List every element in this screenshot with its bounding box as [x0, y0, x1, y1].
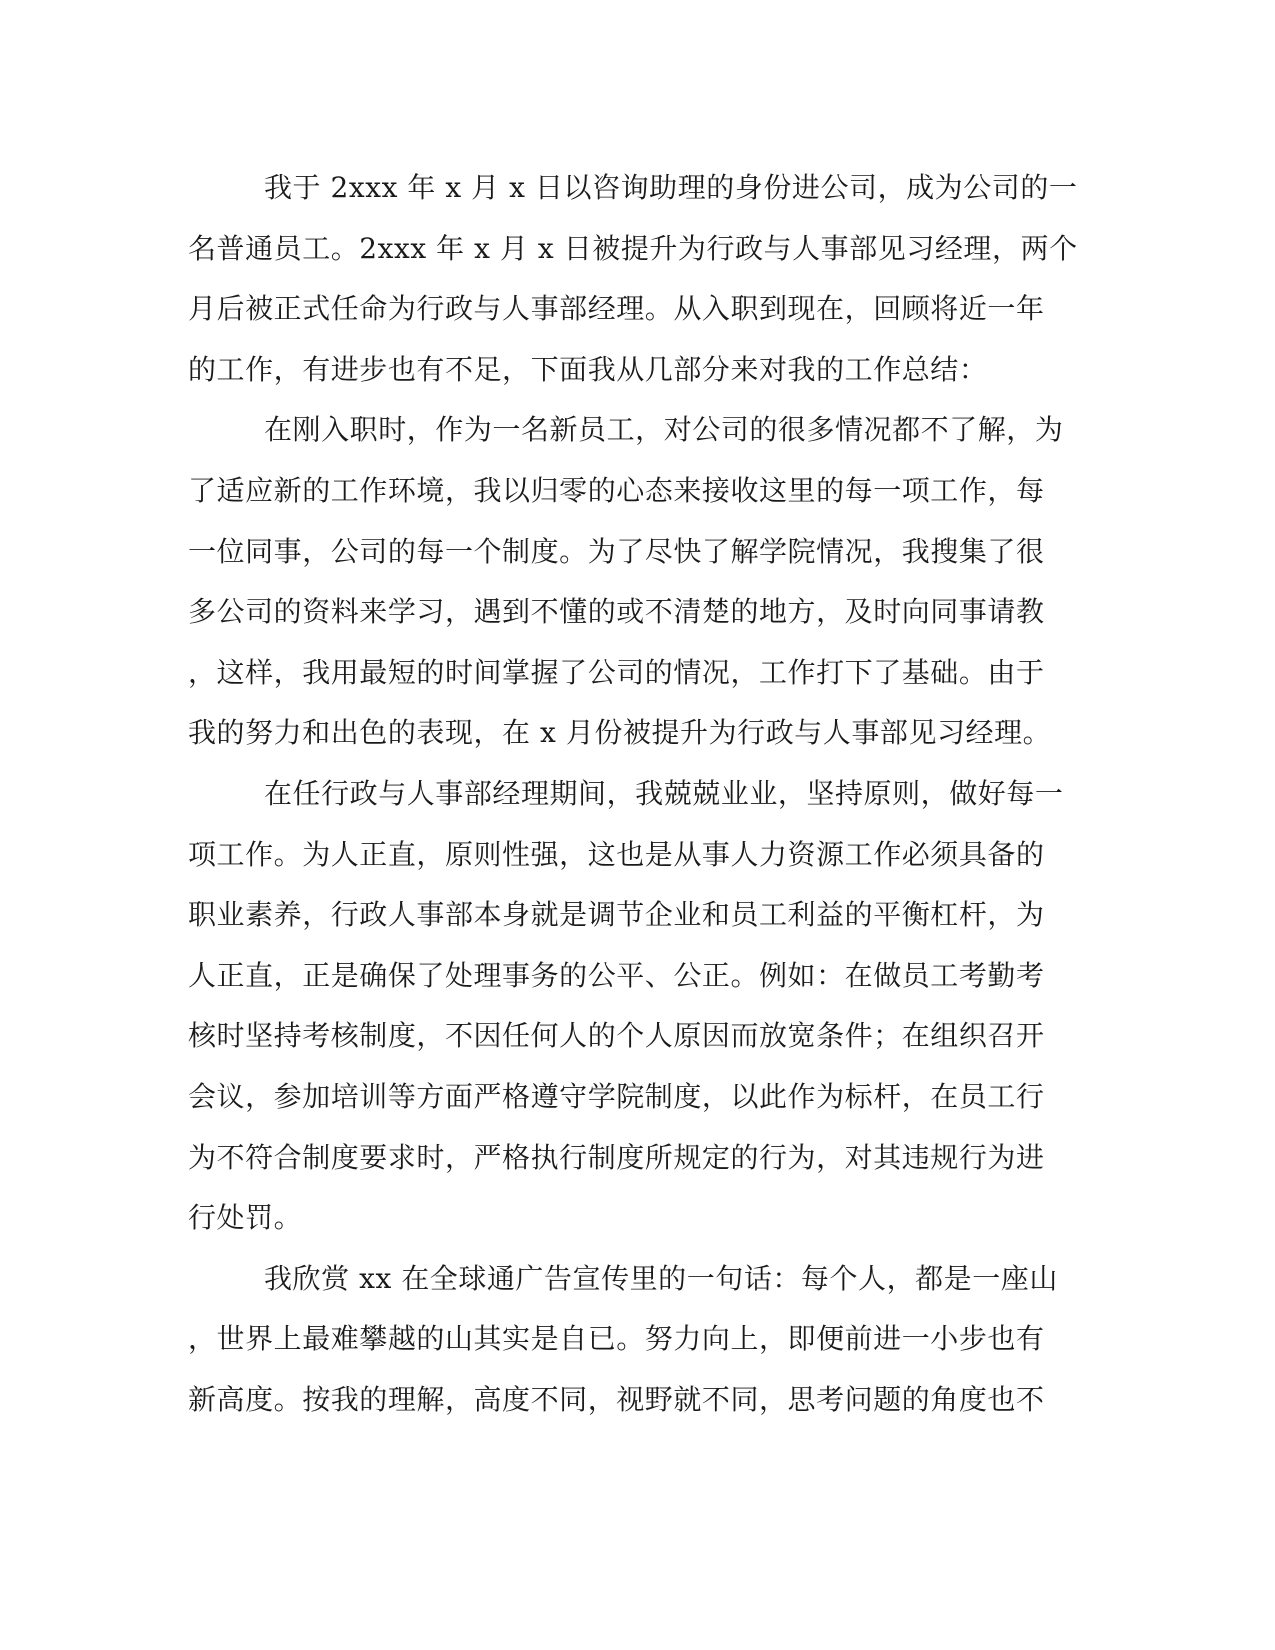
- text-line: 在刚入职时，作为一名新员工，对公司的很多情况都不了解，为: [264, 413, 1064, 447]
- text-line: 核时坚持考核制度，不因任何人的个人原因而放宽条件；在组织召开: [188, 1019, 1045, 1053]
- text-line: 行处罚。: [188, 1201, 303, 1235]
- text-line: 在任行政与人事部经理期间，我兢兢业业，坚持原则，做好每一: [264, 776, 1064, 810]
- text-line: 月后被正式任命为行政与人事部经理。从入职到现在，回顾将近一年: [188, 292, 1045, 326]
- text-line: ，这样，我用最短的时间掌握了公司的情况，工作打下了基础。由于: [188, 655, 1045, 689]
- text-line: 的工作，有进步也有不足，下面我从几部分来对我的工作总结：: [188, 352, 988, 386]
- text-line: 职业素养，行政人事部本身就是调节企业和员工利益的平衡杠杆，为: [188, 898, 1045, 932]
- text-line: 我欣赏 xx 在全球通广告宣传里的一句话：每个人，都是一座山: [264, 1261, 1058, 1295]
- text-line: 项工作。为人正直，原则性强，这也是从事人力资源工作必须具备的: [188, 837, 1045, 871]
- text-line: 新高度。按我的理解，高度不同，视野就不同，思考问题的角度也不: [188, 1382, 1045, 1416]
- text-line: 我的努力和出色的表现，在 x 月份被提升为行政与人事部见习经理。: [188, 716, 1052, 750]
- text-line: 多公司的资料来学习，遇到不懂的或不清楚的地方，及时向同事请教: [188, 595, 1045, 629]
- text-line: 会议，参加培训等方面严格遵守学院制度，以此作为标杆，在员工行: [188, 1079, 1045, 1113]
- text-line: 了适应新的工作环境，我以归零的心态来接收这里的每一项工作，每: [188, 473, 1045, 507]
- document-body: [188, 158, 1078, 1430]
- text-line: 名普通员工。2xxx 年 x 月 x 日被提升为行政与人事部见习经理，两个: [188, 231, 1078, 265]
- text-line: 一位同事，公司的每一个制度。为了尽快了解学院情况，我搜集了很: [188, 534, 1045, 568]
- text-line: 为不符合制度要求时，严格执行制度所规定的行为，对其违规行为进: [188, 1140, 1045, 1174]
- text-line: 人正直，正是确保了处理事务的公平、公正。例如：在做员工考勤考: [188, 958, 1045, 992]
- text-line: 我于 2xxx 年 x 月 x 日以咨询助理的身份进公司，成为公司的一: [264, 171, 1078, 204]
- text-line: ，世界上最难攀越的山其实是自已。努力向上，即便前进一小步也有: [188, 1322, 1045, 1356]
